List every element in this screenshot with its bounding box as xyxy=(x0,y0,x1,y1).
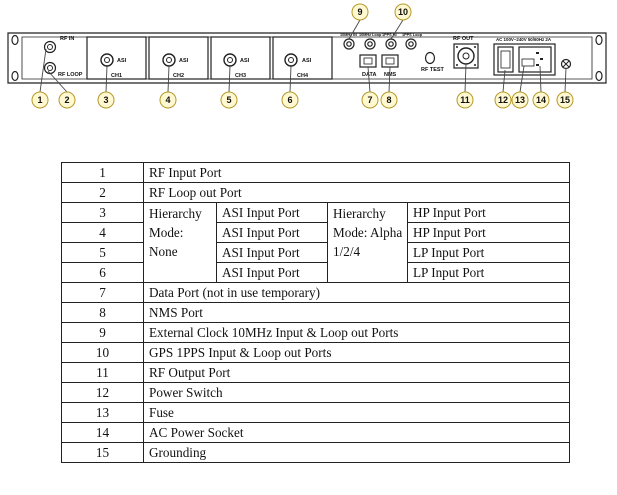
table-row xyxy=(62,183,570,203)
asi-label: ASI xyxy=(302,58,312,64)
ch3-label: CH3 xyxy=(235,73,247,79)
ch4-label: CH4 xyxy=(297,73,309,79)
callout-number: 3 xyxy=(103,95,109,105)
callout-number: 9 xyxy=(357,7,363,17)
callout-number: 6 xyxy=(287,95,293,105)
row-number: 5 xyxy=(62,243,144,263)
row-description: Power Switch xyxy=(144,383,570,403)
rf-test-port xyxy=(421,53,445,74)
callout-leaders xyxy=(40,20,566,92)
table-row xyxy=(62,303,570,323)
callout-12 xyxy=(495,92,511,108)
row-number: 9 xyxy=(62,323,144,343)
row-number: 3 xyxy=(62,203,144,223)
callout-number: 11 xyxy=(460,95,470,105)
clock-pps-ports xyxy=(340,33,423,49)
row-description: RF Loop out Port xyxy=(144,183,570,203)
hierarchy-mode-alpha: Hierarchy Mode: Alpha 1/2/4 xyxy=(328,203,408,283)
table-row xyxy=(62,223,570,243)
asi-port-cell: ASI Input Port xyxy=(217,243,328,263)
row-description: Grounding xyxy=(144,443,570,463)
callout-3 xyxy=(98,92,114,108)
callout-4 xyxy=(160,92,176,108)
table-row xyxy=(62,203,570,223)
clk-in-label: 10MHz IN xyxy=(340,33,357,37)
table-row xyxy=(62,403,570,423)
callout-10 xyxy=(395,4,411,20)
asi-module-ch1 xyxy=(87,37,146,79)
row-number: 10 xyxy=(62,343,144,363)
callout-9 xyxy=(352,4,368,20)
table-row xyxy=(62,163,570,183)
asi-module-ch4 xyxy=(273,37,332,79)
table-row xyxy=(62,323,570,343)
row-number: 2 xyxy=(62,183,144,203)
rear-panel-diagram xyxy=(0,0,617,125)
pps-in-label: 1PPS IN xyxy=(382,33,397,37)
row-number: 7 xyxy=(62,283,144,303)
table-row xyxy=(62,443,570,463)
row-number: 13 xyxy=(62,403,144,423)
callout-6 xyxy=(282,92,298,108)
callout-14 xyxy=(533,92,549,108)
pps-loop-label: 1PPS Loop xyxy=(402,33,423,37)
fuse-holder xyxy=(522,59,534,66)
table-row xyxy=(62,363,570,383)
rf-out-label: RF OUT xyxy=(453,36,474,42)
row-number: 4 xyxy=(62,223,144,243)
row-number: 6 xyxy=(62,263,144,283)
callout-number: 15 xyxy=(559,95,571,105)
table-row xyxy=(62,283,570,303)
callout-number: 12 xyxy=(497,95,509,105)
hierarchy-mode-none: Hierarchy Mode: None xyxy=(144,203,217,283)
asi-label: ASI xyxy=(240,58,250,64)
rf-loop-label: RF LOOP xyxy=(58,72,83,78)
row-description: RF Output Port xyxy=(144,363,570,383)
asi-module-ch3 xyxy=(211,37,270,79)
row-description: Data Port (not in use temporary) xyxy=(144,283,570,303)
rf-out-port xyxy=(453,36,478,68)
callout-1 xyxy=(32,92,48,108)
alpha-port-cell: HP Input Port xyxy=(408,203,570,223)
alpha-port-cell: HP Input Port xyxy=(408,223,570,243)
table-row xyxy=(62,343,570,363)
row-number: 12 xyxy=(62,383,144,403)
callout-15 xyxy=(557,92,573,108)
callout-number: 5 xyxy=(226,95,232,105)
row-number: 11 xyxy=(62,363,144,383)
data-label: DATA xyxy=(362,72,377,78)
row-description: AC Power Socket xyxy=(144,423,570,443)
clk-loop-label: 10MHz Loop xyxy=(359,33,382,37)
row-description: Fuse xyxy=(144,403,570,423)
callout-2 xyxy=(59,92,75,108)
callout-number: 8 xyxy=(386,95,392,105)
asi-label: ASI xyxy=(117,58,127,64)
callout-number: 1 xyxy=(37,95,43,105)
callout-number: 10 xyxy=(397,7,409,17)
port-legend-table xyxy=(61,162,570,463)
asi-port-cell: ASI Input Port xyxy=(217,203,328,223)
callout-number: 4 xyxy=(165,95,171,105)
asi-port-cell: ASI Input Port xyxy=(217,223,328,243)
rf-loop-port xyxy=(45,63,83,79)
callout-7 xyxy=(362,92,378,108)
callout-number: 7 xyxy=(367,95,373,105)
row-number: 15 xyxy=(62,443,144,463)
asi-port-cell: ASI Input Port xyxy=(217,263,328,283)
rf-test-label: RF TEST xyxy=(421,67,444,73)
rf-in-label: RF IN xyxy=(60,36,75,42)
row-number: 14 xyxy=(62,423,144,443)
row-number: 1 xyxy=(62,163,144,183)
table-row xyxy=(62,263,570,283)
row-description: GPS 1PPS Input & Loop out Ports xyxy=(144,343,570,363)
ac-rating-label: AC 100V~240V 50/60Hz 2A xyxy=(496,37,552,42)
table-row xyxy=(62,383,570,403)
alpha-port-cell: LP Input Port xyxy=(408,243,570,263)
callout-number: 13 xyxy=(514,95,526,105)
callout-number: 14 xyxy=(535,95,547,105)
nms-label: NMS xyxy=(384,72,397,78)
table-row xyxy=(62,423,570,443)
row-description: RF Input Port xyxy=(144,163,570,183)
row-number: 8 xyxy=(62,303,144,323)
row-description: NMS Port xyxy=(144,303,570,323)
asi-label: ASI xyxy=(179,58,189,64)
asi-module-ch2 xyxy=(149,37,208,79)
alpha-port-cell: LP Input Port xyxy=(408,263,570,283)
row-description: External Clock 10MHz Input & Loop out Ports xyxy=(144,323,570,343)
callout-13 xyxy=(512,92,528,108)
ch2-label: CH2 xyxy=(173,73,185,79)
callout-number: 2 xyxy=(64,95,70,105)
ac-power-block xyxy=(494,37,555,75)
rf-in-port xyxy=(45,36,75,53)
callout-5 xyxy=(221,92,237,108)
table-row xyxy=(62,243,570,263)
ch1-label: CH1 xyxy=(111,73,123,79)
callout-11 xyxy=(457,92,473,108)
grounding-terminal xyxy=(562,60,571,69)
callouts xyxy=(32,4,573,108)
callout-8 xyxy=(381,92,397,108)
